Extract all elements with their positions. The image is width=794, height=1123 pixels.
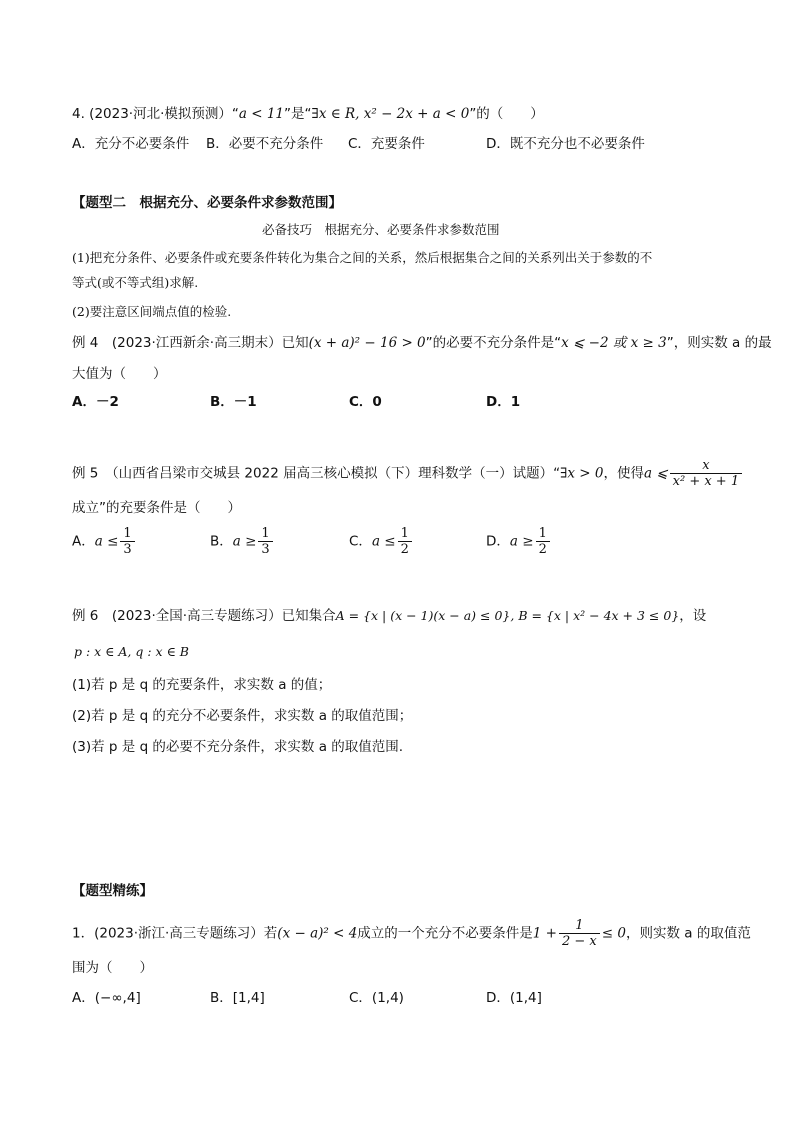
practice-title: 【题型精练】 — [72, 883, 153, 899]
ex4-option-d: D．1 — [486, 394, 521, 410]
ex5-option-d: D．a ≥ $\frac{1}{2}$ — [486, 526, 552, 557]
ex5-option-b: B．a ≥ $\frac{1}{3}$ — [210, 526, 275, 557]
ex5-option-a: A．a ≤ $\frac{1}{3}$ — [72, 526, 137, 557]
ex5-option-c: C．a ≤ $\frac{1}{2}$ — [349, 526, 414, 557]
ex4-math-2: x ⩽ −2 或 x ≥ 3 — [561, 335, 667, 351]
ex6-part-1: (1)若 p 是 q 的充要条件，求实数 a 的值； — [72, 677, 332, 693]
ex4-option-c: C．0 — [349, 394, 382, 410]
ex4-stem-line2: 大值为（ ） — [72, 366, 167, 382]
q4-math-1: a < 11 — [238, 106, 284, 122]
practice-option-a: A．(−∞,4] — [72, 990, 141, 1006]
ex6-stem: 例 6 (2023·全国·高三专题练习）已知集合A = {x | (x − 1)(x − a) ≤ 0}, B = {x | x² − 4x + 3 ≤ 0}，设 — [72, 608, 707, 624]
practice-option-c: C．(1,4) — [349, 990, 404, 1006]
ex6-math-sets: A = {x | (x − 1)(x − a) ≤ 0}, B = {x | x² − 4x + 3 ≤ 0} — [335, 608, 680, 623]
q4-math-2: ∃x ∈ R, x² − 2x + a < 0 — [311, 106, 470, 122]
ex4-math-1: (x + a)² − 16 > 0 — [308, 335, 426, 351]
section2-tip-1b: 等式(或不等式组)求解. — [72, 275, 199, 290]
practice-option-b: B．[1,4] — [210, 990, 265, 1006]
q4-option-c: C．充要条件 — [348, 136, 425, 152]
ex6-math-pq: p : x ∈ A, q : x ∈ B — [74, 644, 189, 659]
section2-tip-2: (2)要注意区间端点值的检验. — [72, 304, 232, 319]
section2-tip-1a: (1)把充分条件、必要条件或充要条件转化为集合之间的关系，然后根据集合之间的关系列出关于参数的不 — [72, 250, 653, 265]
q4-stem: 4. (2023·河北·模拟预测）“a < 11”是“∃x ∈ R, x² − 2x + a < 0”的（ ） — [72, 106, 544, 122]
ex5-stem-line2: 成立”的充要条件是（ ） — [72, 500, 241, 516]
q4-option-b: B．必要不充分条件 — [206, 136, 324, 152]
practice-q1-line2: 围为（ ） — [72, 960, 153, 976]
section2-title: 【题型二 根据充分、必要条件求参数范围】 — [72, 195, 342, 211]
ex5-fraction: $\frac{x}{\text{x² + x + 1}}$ — [670, 458, 742, 489]
practice-q1-stem: 1．(2023·浙江·高三专题练习）若(x − a)² < 4成立的一个充分不必要条件是1 + $\frac{1}{2 - x}$ ≤ 0，则实数 a 的取值范 — [72, 918, 751, 949]
ex4-option-a: A．－2 — [72, 394, 119, 410]
ex6-part-2: (2)若 p 是 q 的充分不必要条件，求实数 a 的取值范围； — [72, 708, 413, 724]
ex6-part-3: (3)若 p 是 q 的必要不充分条件，求实数 a 的取值范围. — [72, 739, 404, 755]
practice-option-d: D．(1,4] — [486, 990, 542, 1006]
ex4-stem: 例 4 (2023·江西新余·高三期末）已知(x + a)² − 16 > 0”的必要不充分条件是“x ⩽ −2 或 x ≥ 3”，则实数 a 的最 — [72, 335, 772, 351]
section2-tip-title: 必备技巧 根据充分、必要条件求参数范围 — [262, 222, 500, 237]
practice-fraction: $\frac{1}{2 - x}$ — [559, 918, 600, 949]
ex5-stem: 例 5 （山西省吕梁市交城县 2022 届高三核心模拟（下）理科数学（一）试题）“∃x > 0，使得a ⩽ $\frac{x}{\text{x² + x + 1}}$ — [72, 458, 744, 489]
ex5-math-2: a ⩽ — [643, 465, 668, 482]
ex4-option-b: B．－1 — [210, 394, 257, 410]
ex5-math-1: ∃x > 0 — [560, 465, 604, 482]
practice-math-1: (x − a)² < 4 — [277, 925, 358, 942]
q4-option-a: A．充分不必要条件 — [72, 136, 190, 152]
q4-option-d: D．既不充分也不必要条件 — [486, 136, 645, 152]
